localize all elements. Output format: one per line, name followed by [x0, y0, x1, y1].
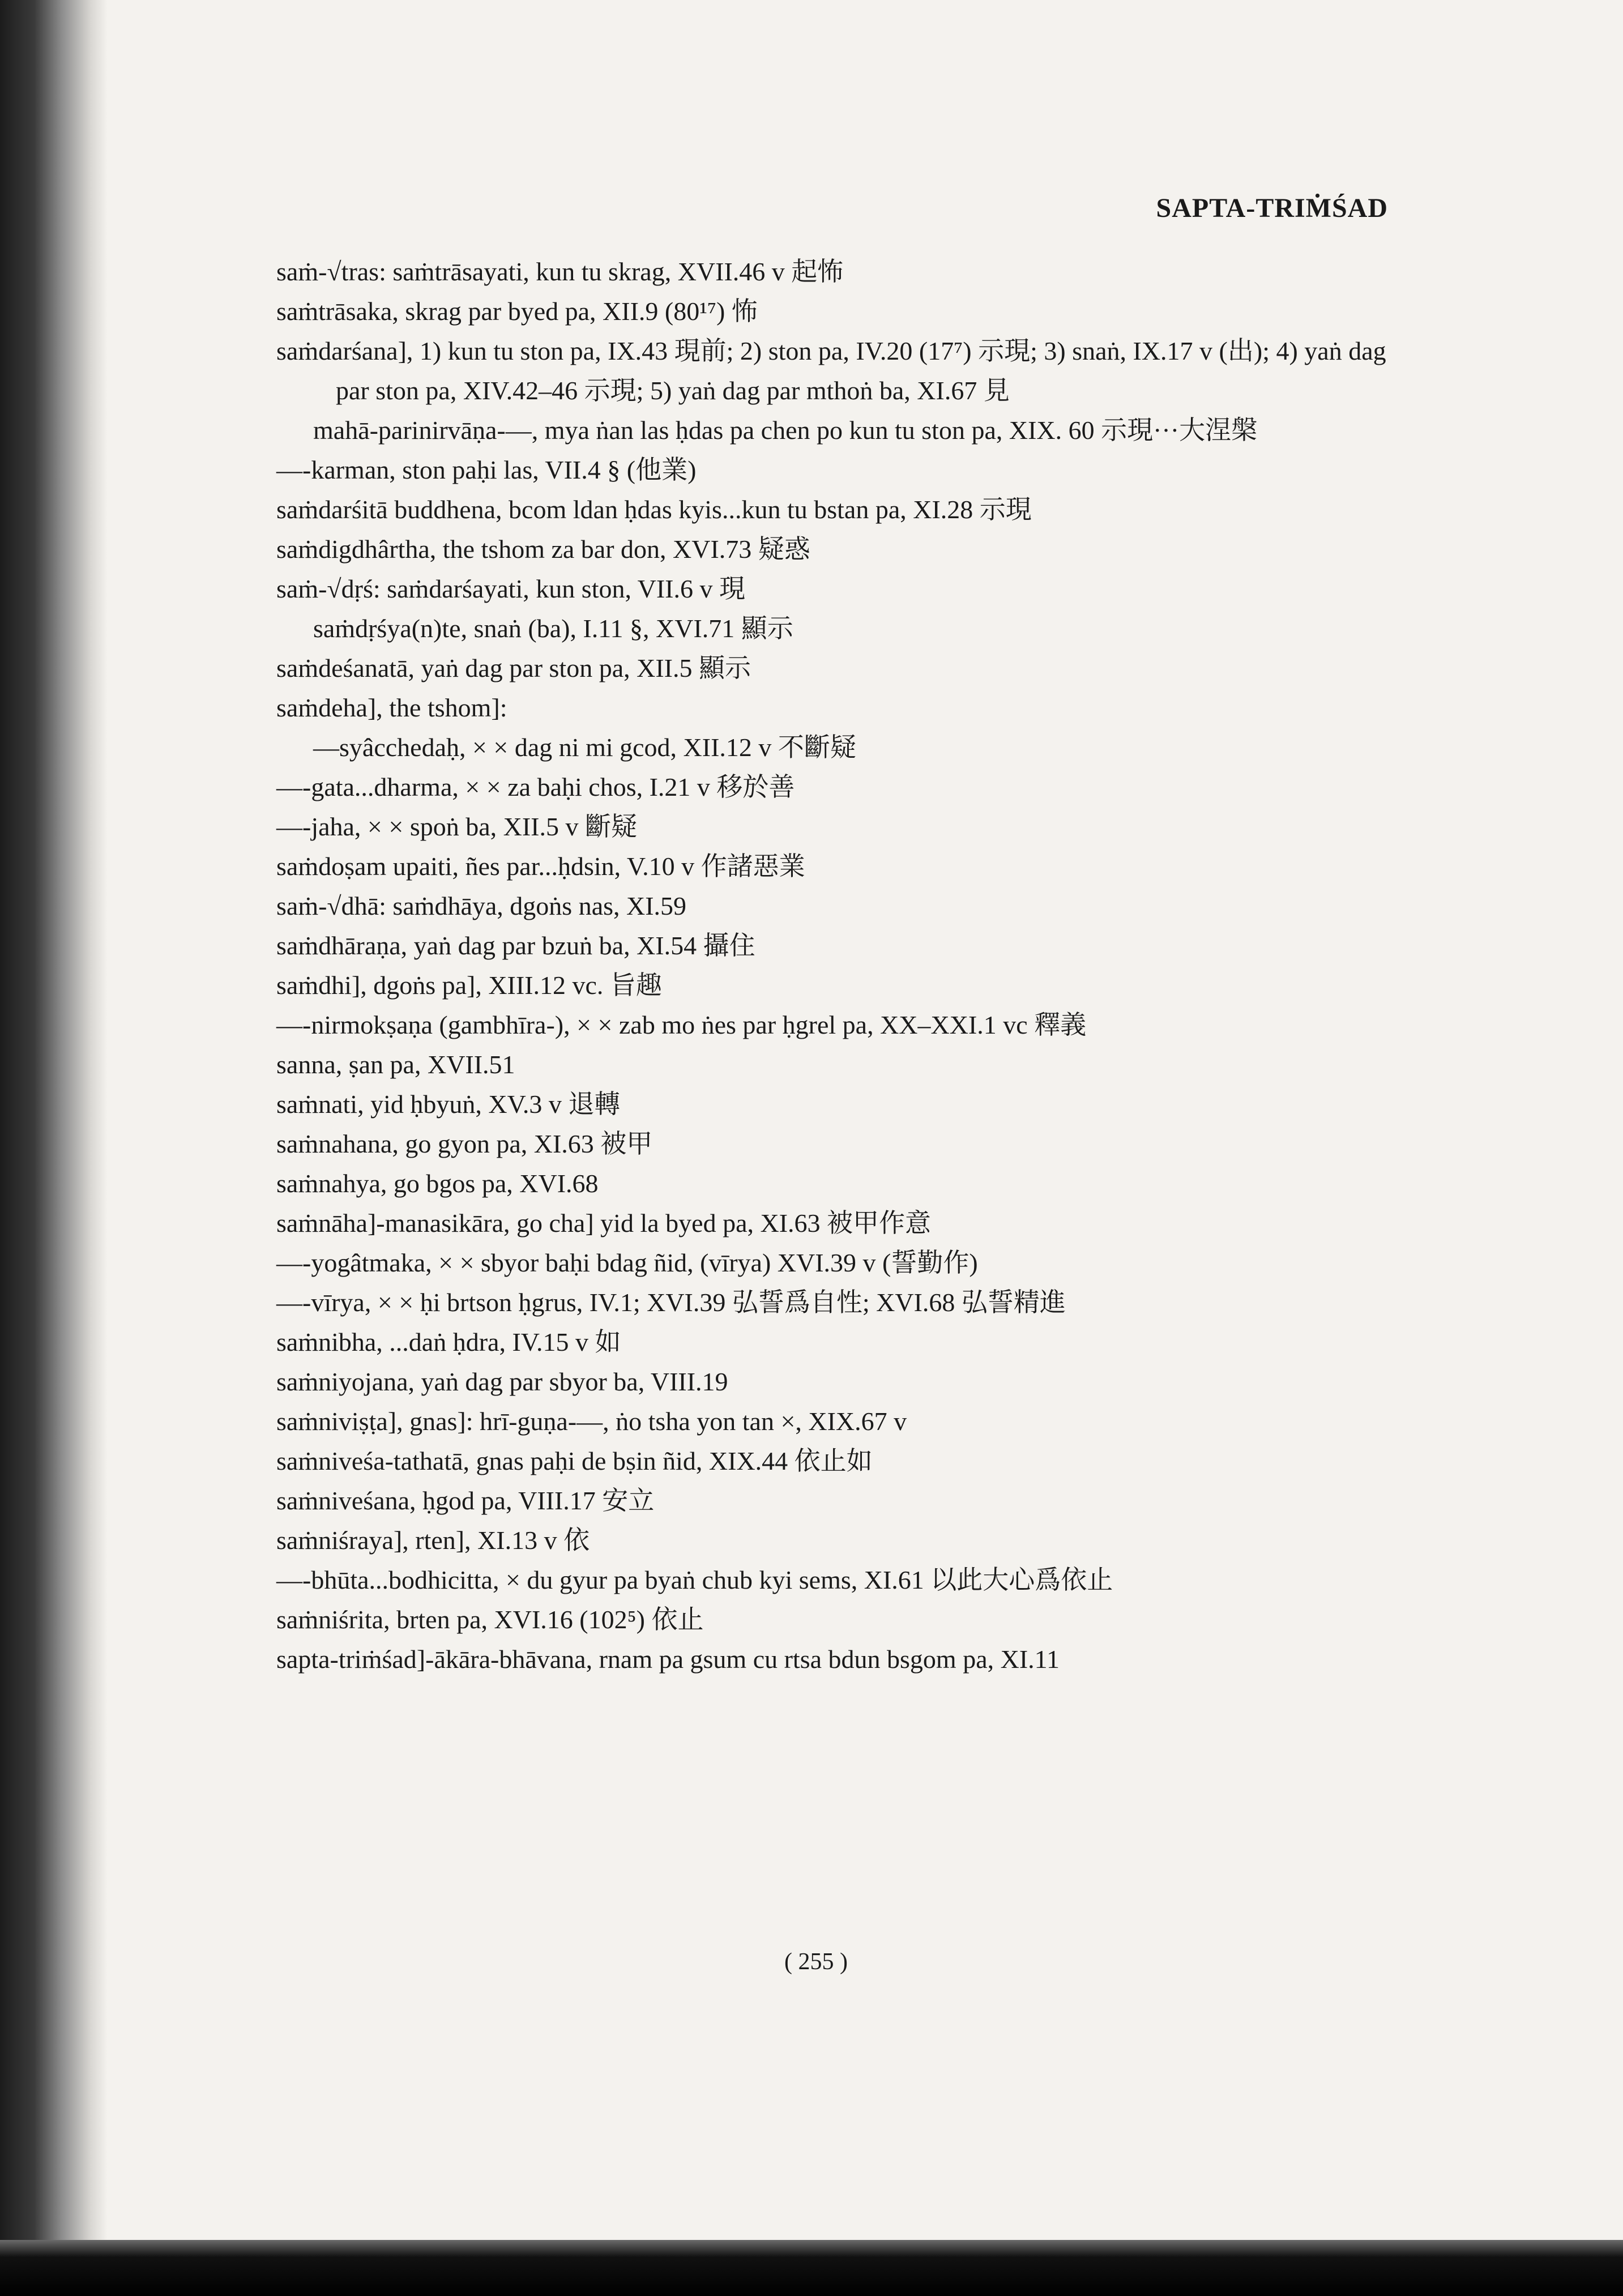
glossary-entry: saṁnati, yid ḥbyuṅ, XV.3 v 退轉: [276, 1090, 621, 1119]
glossary-entry: saṁniveśa-tathatā, gnas paḥi de bṣin ñid, XIX.44 依止如: [276, 1446, 873, 1475]
glossary-entry: —-nirmokṣaṇa (gambhīra-), × × zab mo ṅes par ḥgrel pa, XX–XXI.1 vc 釋義: [276, 1010, 1087, 1039]
glossary-entry: saṁdoṣam upaiti, ñes par...ḥdsin, V.10 v 作諸惡業: [276, 852, 805, 881]
glossary-entry: saṁniśraya], rten], XI.13 v 依: [276, 1526, 590, 1555]
glossary-entry: saṁtrāsaka, skrag par byed pa, XII.9 (80¹⁷) 怖: [276, 297, 758, 326]
glossary-entry: mahā-parinirvāṇa-—, mya ṅan las ḥdas pa chen po kun tu ston pa, XIX. 60 示現···大涅槃: [313, 416, 1258, 445]
glossary-entry: —-karman, ston paḥi las, VII.4 § (他業): [276, 455, 697, 484]
glossary-entry: —-jaha, × × spoṅ ba, XII.5 v 斷疑: [276, 812, 637, 841]
glossary-entry: saṁniviṣṭa], gnas]: hrī-guṇa-—, ṅo tsha yon tan ×, XIX.67 v: [276, 1407, 907, 1436]
glossary-entry: saṁnibha, ...daṅ ḥdra, IV.15 v 如: [276, 1328, 621, 1356]
scan-binding-shadow: [0, 0, 108, 2296]
glossary-entry: saṁdeśanatā, yaṅ dag par ston pa, XII.5 顯示: [276, 654, 751, 682]
glossary-entry: saṁnahana, go gyon pa, XI.63 被甲: [276, 1129, 653, 1158]
glossary-entry: saṁdarśana], 1) kun tu ston pa, IX.43 現前; 2) ston pa, IV.20 (17⁷) 示現; 3) snaṅ, IX.17 v (出); 4) yaṅ dag par ston pa, XIV.42–46 示現; 5) yaṅ dag par mthoṅ ba, XI.67 見: [276, 336, 1386, 405]
running-head: SAPTA-TRIṀŚAD: [1156, 193, 1388, 223]
glossary-entry: sanna, ṣan pa, XVII.51: [276, 1050, 515, 1079]
glossary-entry: saṁnahya, go bgos pa, XVI.68: [276, 1169, 599, 1198]
glossary-entry: saṁ-√dṛś: saṁdarśayati, kun ston, VII.6 v 現: [276, 574, 745, 603]
glossary-entry: saṁdeha], the tshom]:: [276, 693, 507, 722]
glossary-entry: saṁdhāraṇa, yaṅ dag par bzuṅ ba, XI.54 攝住: [276, 931, 755, 960]
glossary-entry: saṁ-√tras: saṁtrāsayati, kun tu skrag, XVII.46 v 起怖: [276, 257, 844, 286]
glossary-entry: —-gata...dharma, × × za baḥi chos, I.21 v 移於善: [276, 773, 795, 801]
glossary-entry: saṁdṛśya(n)te, snaṅ (ba), I.11 §, XVI.71 顯示: [313, 614, 793, 643]
glossary-entry: saṁdigdhârtha, the tshom za bar don, XVI.73 疑惑: [276, 535, 810, 564]
glossary-entry: saṁniveśana, ḥgod pa, VIII.17 安立: [276, 1486, 655, 1515]
glossary-entry: saṁniyojana, yaṅ dag par sbyor ba, VIII.19: [276, 1367, 728, 1396]
glossary-entry: saṁnāha]-manasikāra, go cha] yid la byed pa, XI.63 被甲作意: [276, 1209, 932, 1237]
page-number: ( 255 ): [784, 1949, 848, 1975]
glossary-entry: saṁdarśitā buddhena, bcom ldan ḥdas kyis...kun tu bstan pa, XI.28 示現: [276, 495, 1032, 524]
glossary-entry: saṁniśrita, brten pa, XVI.16 (102⁵) 依止: [276, 1605, 704, 1634]
glossary-entry: saṁ-√dhā: saṁdhāya, dgoṅs nas, XI.59: [276, 891, 687, 920]
glossary-entry: sapta-triṁśad]-ākāra-bhāvana, rnam pa gsum cu rtsa bdun bsgom pa, XI.11: [276, 1645, 1060, 1674]
glossary-entries: [276, 252, 1386, 1679]
scan-bottom-border: [0, 2240, 1623, 2296]
glossary-entry: —syâcchedaḥ, × × dag ni mi gcod, XII.12 v 不斷疑: [313, 733, 856, 762]
glossary-entry: saṁdhi], dgoṅs pa], XIII.12 vc. 旨趣: [276, 971, 662, 1000]
glossary-entry: —-vīrya, × × ḥi brtson ḥgrus, IV.1; XVI.39 弘誓爲自性; XVI.68 弘誓精進: [276, 1288, 1066, 1317]
glossary-entry: —-yogâtmaka, × × sbyor baḥi bdag ñid, (vīrya) XVI.39 v (誓勤作): [276, 1248, 978, 1277]
glossary-entry: —-bhūta...bodhicitta, × du gyur pa byaṅ chub kyi sems, XI.61 以此大心爲依止: [276, 1565, 1113, 1594]
